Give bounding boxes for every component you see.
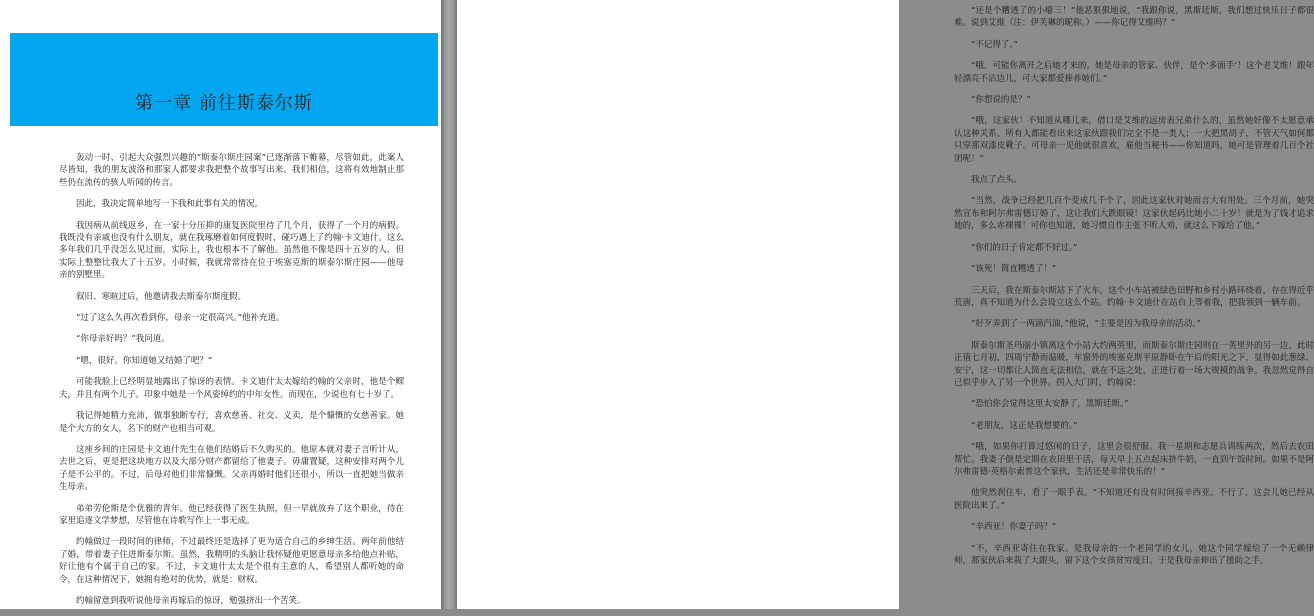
paragraph: 我点了点头。 [971, 175, 1023, 186]
paragraph: “当然，战争已经把几百个变成几千个了，因此这家伙对她而言大有用处。三个月前，她突然宣布和阿尔弗雷德订婚了，这让我们大跌眼镜！这家伙起码比她小二十岁！就是为了钱才追求她的，多么赤裸裸！可你也知道，她习惯自作主张不听人劝，就这么下嫁给了他。” [954, 196, 1314, 232]
paragraph: “哦，如果你打算过悠闲的日子，这里会很舒服。我一星期和志愿兵训练两次，然后去农田帮忙。我妻子倒是定期在农田里干活，每天早上五点起床挤牛奶，一直到午饭时间。如果不是阿尔弗雷德·英格尔索普这个家伙，生活还是非常快乐的！” [954, 442, 1314, 477]
paragraph: “不，辛西亚寄住在我家。是我母亲的一个老同学的女儿，她这个同学嫁给了一个无赖律师，那家伙后来栽了大跟头，留下这个女孩贫穷度日。于是我母亲伸出了援助之手。 [954, 543, 1314, 566]
paragraph: “辛西亚！你妻子吗？” [971, 522, 1057, 533]
paragraph: “你母亲好吗？”我问道。 [76, 334, 170, 345]
page-gutter-divider[interactable] [441, 0, 457, 609]
paragraph: 斯泰尔斯圣玛丽小镇离这个小站大约两英里，而斯泰尔斯庄园则在一英里外的另一边。此时正值七月初，四周宁静而温暖，年窗外的埃塞克斯平原静卧在午后的阳光之下，显得如此葱绿、安宁，这一切都让人简直无法相信，就在不远之处，正进行着一场大规模的战争。我忽然觉得自己似乎步入了另一个世界。拐入大门时，约翰说： [954, 340, 1314, 388]
paragraph: 他突然刹住车，看了一眼手表。“不知道还有没有时间接辛西亚。不行了，这会儿她已经从医院出来了。” [954, 488, 1314, 511]
right-page-body [954, 5, 1314, 576]
paragraph: “哦，这家伙！不知道从哪儿来，借口是艾维的远房表兄弟什么的，虽然她好像不太愿意承认这种关系。所有人都能看出来这家伙跟我们完全不是一类人；一大把黑胡子，不管天气如何都只穿那双漆皮靴子。可母亲一见他就很喜欢，雇他当秘书——你知道吗，她可是管理着几百个社团呢！” [954, 116, 1314, 164]
paragraph: 可能我脸上已经明显地露出了惊讶的表情。卡文迪什太太嫁给约翰的父亲时，他是个鳏夫，并且有两个儿子。印象中她是一个风姿绰约的中年女性。而现在，少说也有七十岁了。 [59, 377, 404, 400]
paragraph: 我记得她精力充沛，做事独断专行，喜欢慈善、社交、义卖，是个慷慨的女慈善家。她是个大方的女人，名下的财产也相当可观。 [59, 411, 404, 434]
paragraph: 约翰做过一段时间的律师，不过最终还是选择了更为适合自己的乡绅生活。两年前他结了婚，带着妻子住进斯泰尔斯。虽然，我精明的头脑让我怀疑他更愿意母亲多给他点补贴，好让他有个属于自己的家。不过，卡文迪什太太是个很有主意的人，希望别人都听她的命令，在这种情况下，她拥有绝对的优势，就是：财权。 [59, 537, 404, 585]
paragraph: “你们的日子肯定都不好过。” [971, 242, 1078, 253]
paragraph: 叙旧、寒暄过后，他邀请我去斯泰尔斯度假。 [76, 291, 247, 302]
paragraph: 约翰留意到我听说他母亲再嫁后的惊讶，勉强挤出一个苦笑。 [76, 595, 306, 606]
paragraph: “恐怕你会觉得这里太安静了，黑斯廷斯。” [971, 399, 1129, 410]
paragraph: “好歹弄到了一两滴汽油，”他说，“主要是因为我母亲的活动。” [971, 319, 1201, 330]
paragraph: 这座乡间的庄园是卡文迪什先生在他们结婚后不久购买的。他原本就对妻子言听计从，去世之后，更是把这块地方以及大部分财产都留给了他妻子。毋庸置疑，这种安排对两个儿子是不公平的。不过，后母对他们非常慷慨。父亲再婚时他们还很小，所以一直把她当做亲生母亲。 [59, 444, 404, 493]
paragraph: “嗯，很好。你知道她又结婚了吧？” [76, 355, 213, 366]
paragraph: 轰动一时、引起大众强烈兴趣的“斯泰尔斯庄园案”已逐渐落下帷幕，尽管如此，此案人尽皆知，我的朋友波洛和那家人都要求我把整个故事写出来。我们相信，这将有效地制止那些仍在流传的骇人听闻的传言。 [59, 153, 404, 188]
paragraph: 因此，我决定简单地写一下我和此事有关的情况。 [76, 199, 264, 210]
paragraph: “该死！简直糟透了！” [971, 264, 1057, 275]
paragraph: 我因病从前线返乡，在一家十分压抑的康复医院里待了几个月，获得了一个月的病假。我既没有亲戚也没有什么朋友，就在我琢磨着如何度假时，碰巧遇上了约翰·卡文迪什。这么多年我们几乎没怎么见过面，实际上，我也根本不了解他。虽然他不像是四十五岁的人，但实际上整整比我大了十五岁。小时候，我就常常待在位于埃塞克斯的斯泰尔斯庄园——他母亲的别墅里。 [59, 220, 404, 281]
left-page-body [59, 152, 404, 616]
paragraph: “还是个糟透了的小瘪三！”他恶狠狠地说，“我跟你说，黑斯廷斯，我们想过快乐日子都很难。说到艾维（注：伊芙琳的昵称。）——你记得艾维吗？” [954, 6, 1314, 29]
paragraph: “哦，可能你离开之后她才来的。她是母亲的管家、伙伴，是个‘多面手’！这个老艾维！跟年轻漂亮不沾边儿，可大家都爱捧养她们。” [954, 61, 1314, 84]
left-page [0, 0, 441, 609]
paragraph: “你想说的是？” [971, 95, 1031, 106]
paragraph: 弟弟劳伦斯是个优雅的青年。他已经获得了医生执照，但一早就放弃了这个职业，待在家里追逐文学梦想，尽管他在诗歌写作上一事无成。 [59, 503, 404, 526]
chapter-title: 第一章 前往斯泰尔斯 [135, 93, 313, 114]
paragraph: “过了这么久再次看到你，母亲一定很高兴。”他补充道。 [76, 313, 285, 324]
paragraph: “不记得了。” [971, 39, 1018, 50]
paragraph: “老朋友，这正是我想要的。” [971, 420, 1078, 431]
paragraph: 三天后，我在斯泰尔斯站下了火车。这个小车站被绿色田野和乡村小路环绕着，存在得近乎荒唐，真不知道为什么会设立这么个站。约翰·卡文迪什在站台上等着我，把我领到一辆车前。 [954, 285, 1314, 308]
right-page [457, 0, 1314, 609]
chapter-heading-band [10, 33, 438, 126]
